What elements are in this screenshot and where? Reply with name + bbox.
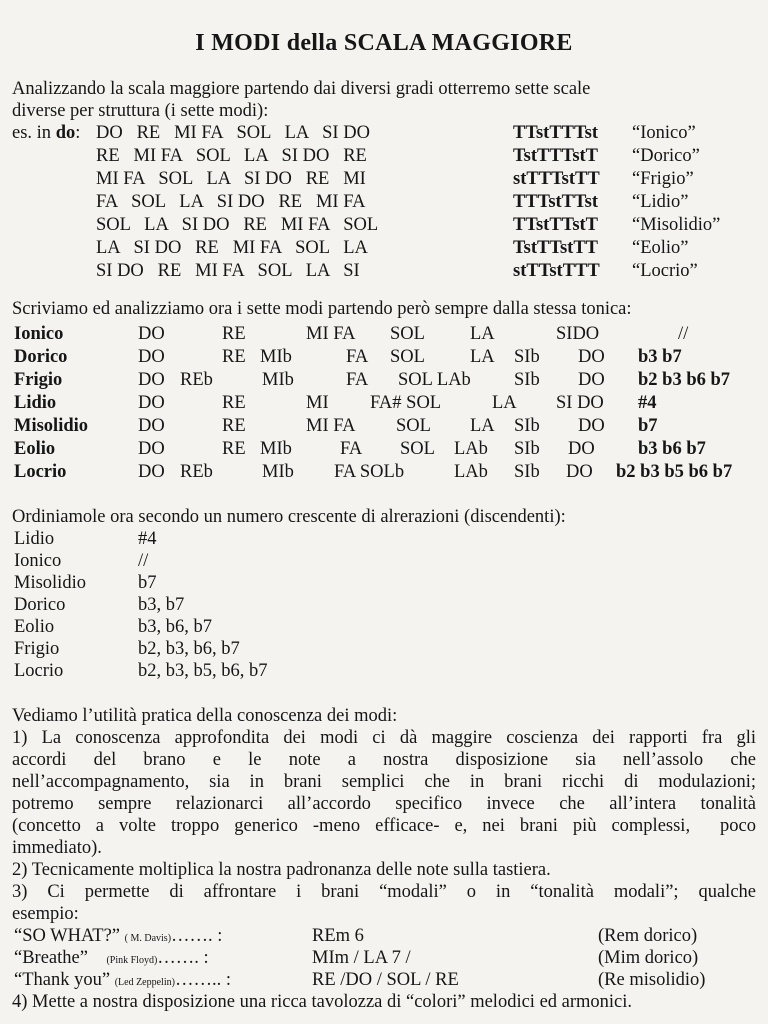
order-alteration: #4 [138,529,157,549]
note-cell: DO [138,324,165,344]
order-alteration: // [138,551,149,571]
leader-dots: …….. : [174,970,231,990]
mode-formula: TstTTTstT [513,146,599,166]
note-cell: MIb [262,462,294,482]
order-mode: Locrio [14,661,64,681]
note-cell: SOL [400,439,435,459]
mode-note: (Mim dorico) [598,948,699,968]
leader-dots: ……. : [171,926,223,946]
note-cell: DO [138,370,165,390]
mode-label: Locrio [14,462,67,482]
note-cell: DO [138,347,165,367]
note-cell: SIb [514,439,540,459]
paragraph-line: accordi del brano e le note a nostra disposizione sia nell’assolo che [12,750,756,770]
note-cell: DO [138,439,165,459]
note-cell: SIb [514,416,540,436]
alteration-cell: b3 b7 [638,347,682,367]
mode-name: “Ionico” [632,123,696,143]
note-cell: REb [180,370,213,390]
mode-formula: TstTTstTT [513,238,599,258]
note-cell: DO [566,462,593,482]
note-cell: FA [346,347,369,367]
note-cell: DO [578,347,605,367]
note-cell: SIDO [556,324,600,344]
mode-name: “Dorico” [632,146,700,166]
mode-formula: stTTstTTT [513,261,600,281]
note-cell: SOL [390,347,425,367]
mode-formula: stTTTstTT [513,169,600,189]
note-cell: DO [568,439,595,459]
mode-label: Dorico [14,347,68,367]
note-cell: FA# SOL [370,393,442,413]
song-artist: (Pink Floyd) [106,955,158,966]
paragraph-line: nell’accompagnamento, sia in brani semplici che in brani ricchi di modulazioni; [12,772,756,792]
mode-notes: FA SOL LA SI DO RE MI FA [96,192,366,212]
song-artist: (Led Zeppelin) [114,977,175,988]
note-cell: SOL LAb [398,370,471,390]
note-cell: RE [222,324,246,344]
utility-point-4: 4) Mette a nostra disposizione una ricca tavolozza di “colori” melodici ed armonici. [12,992,633,1012]
song-title: “Breathe” [14,948,88,968]
mode-notes: SOL LA SI DO RE MI FA SOL [96,215,379,235]
mode-notes: MI FA SOL LA SI DO RE MI [96,169,366,189]
note-cell: MIb [262,370,294,390]
mode-notes: DO RE MI FA SOL LA SI DO [96,123,370,143]
paragraph-line: immediato). [12,838,102,858]
song-title: “SO WHAT?” [14,926,121,946]
mode-label: Ionico [14,324,64,344]
mode-label: Lidio [14,393,57,413]
song-title: “Thank you” [14,970,111,990]
chord-sequence: RE /DO / SOL / RE [312,970,459,990]
intro-line-1: Analizzando la scala maggiore partendo dai diversi gradi otterremo sette scale [12,79,591,99]
mode-notes: RE MI FA SOL LA SI DO RE [96,146,367,166]
note-cell: MI FA [306,416,356,436]
example-prefix: es. in do: [12,123,81,143]
note-cell: MI FA [306,324,356,344]
note-cell: LA [470,416,495,436]
utility-heading: Vediamo l’utilità pratica della conoscenza dei modi: [12,706,398,726]
order-alteration: b7 [138,573,157,593]
note-cell: FA SOLb [334,462,405,482]
mode-note: (Re misolidio) [598,970,706,990]
mode-note: (Rem dorico) [598,926,698,946]
note-cell: DO [578,416,605,436]
note-cell: SI DO [556,393,604,413]
mode-label: Eolio [14,439,56,459]
order-alteration: b3, b6, b7 [138,617,212,637]
order-alteration: b2, b3, b5, b6, b7 [138,661,268,681]
mode-name: “Lidio” [632,192,689,212]
chord-sequence: REm 6 [312,926,364,946]
note-cell: DO [138,462,165,482]
page-title: I MODI della SCALA MAGGIORE [195,30,573,56]
note-cell: MIb [260,347,292,367]
order-mode: Frigio [14,639,60,659]
note-cell: DO [578,370,605,390]
mode-formula: TTstTTstT [513,215,599,235]
chord-sequence: MIm / LA 7 / [312,948,411,968]
note-cell: RE [222,439,246,459]
paragraph-line: 3) Ci permette di affrontare i brani “modali” o in “tonalità modali”; qualche [12,882,756,902]
mode-notes: LA SI DO RE MI FA SOL LA [96,238,368,258]
order-mode: Eolio [14,617,55,637]
order-mode: Ionico [14,551,62,571]
paragraph-line: 1) La conoscenza approfondita dei modi ci dà maggire coscienza dei rapporti fra gli [12,728,756,748]
note-cell: FA [346,370,369,390]
mode-name: “Locrio” [632,261,698,281]
note-cell: SIb [514,370,540,390]
note-cell: LA [470,324,495,344]
note-cell: SIb [514,462,540,482]
note-cell: REb [180,462,213,482]
mode-notes: SI DO RE MI FA SOL LA SI [96,261,360,281]
song-artist: ( M. Davis) [124,933,172,944]
note-cell: LAb [454,439,488,459]
paragraph-line: esempio: [12,904,79,924]
note-cell: MIb [260,439,292,459]
order-mode: Dorico [14,595,66,615]
utility-point-2: 2) Tecnicamente moltiplica la nostra padronanza delle note sulla tastiera. [12,860,551,880]
note-cell: RE [222,347,246,367]
mode-formula: TTTstTTst [513,192,599,212]
note-cell: LA [492,393,517,413]
mode-formula: TTstTTTst [513,123,599,143]
alteration-cell: // [678,324,689,344]
mode-label: Misolidio [14,416,89,436]
note-cell: DO [138,416,165,436]
note-cell: RE [222,416,246,436]
note-cell: FA [340,439,363,459]
alteration-cell: b2 b3 b5 b6 b7 [616,462,733,482]
mode-name: “Misolidio” [632,215,721,235]
order-mode: Lidio [14,529,55,549]
note-cell: DO [138,393,165,413]
note-cell: RE [222,393,246,413]
alteration-cell: b7 [638,416,658,436]
alteration-cell: b3 b6 b7 [638,439,706,459]
paragraph-line: potremo sempre relazionarci all’accordo specifico invece che all’intera tonalità [12,794,756,814]
order-alteration: b2, b3, b6, b7 [138,639,240,659]
note-cell: SIb [514,347,540,367]
note-cell: LA [470,347,495,367]
alteration-cell: b2 b3 b6 b7 [638,370,731,390]
note-cell: MI [306,393,329,413]
leader-dots: ……. : [157,948,209,968]
note-cell: LAb [454,462,488,482]
paragraph-line: (concetto a volte troppo generico -meno efficace- e, nei brani più complessi, poco [12,816,756,836]
order-alteration: b3, b7 [138,595,185,615]
order-mode: Misolidio [14,573,86,593]
same-tonic-heading: Scriviamo ed analizziamo ora i sette modi partendo però sempre dalla stessa tonica: [12,299,632,319]
note-cell: SOL [396,416,431,436]
note-cell: SOL [390,324,425,344]
mode-name: “Frigio” [632,169,694,189]
mode-label: Frigio [14,370,63,390]
alteration-cell: #4 [638,393,657,413]
intro-line-2: diverse per struttura (i sette modi): [12,101,269,121]
order-heading: Ordiniamole ora secondo un numero crescente di alrerazioni (discendenti): [12,507,566,527]
mode-name: “Eolio” [632,238,689,258]
